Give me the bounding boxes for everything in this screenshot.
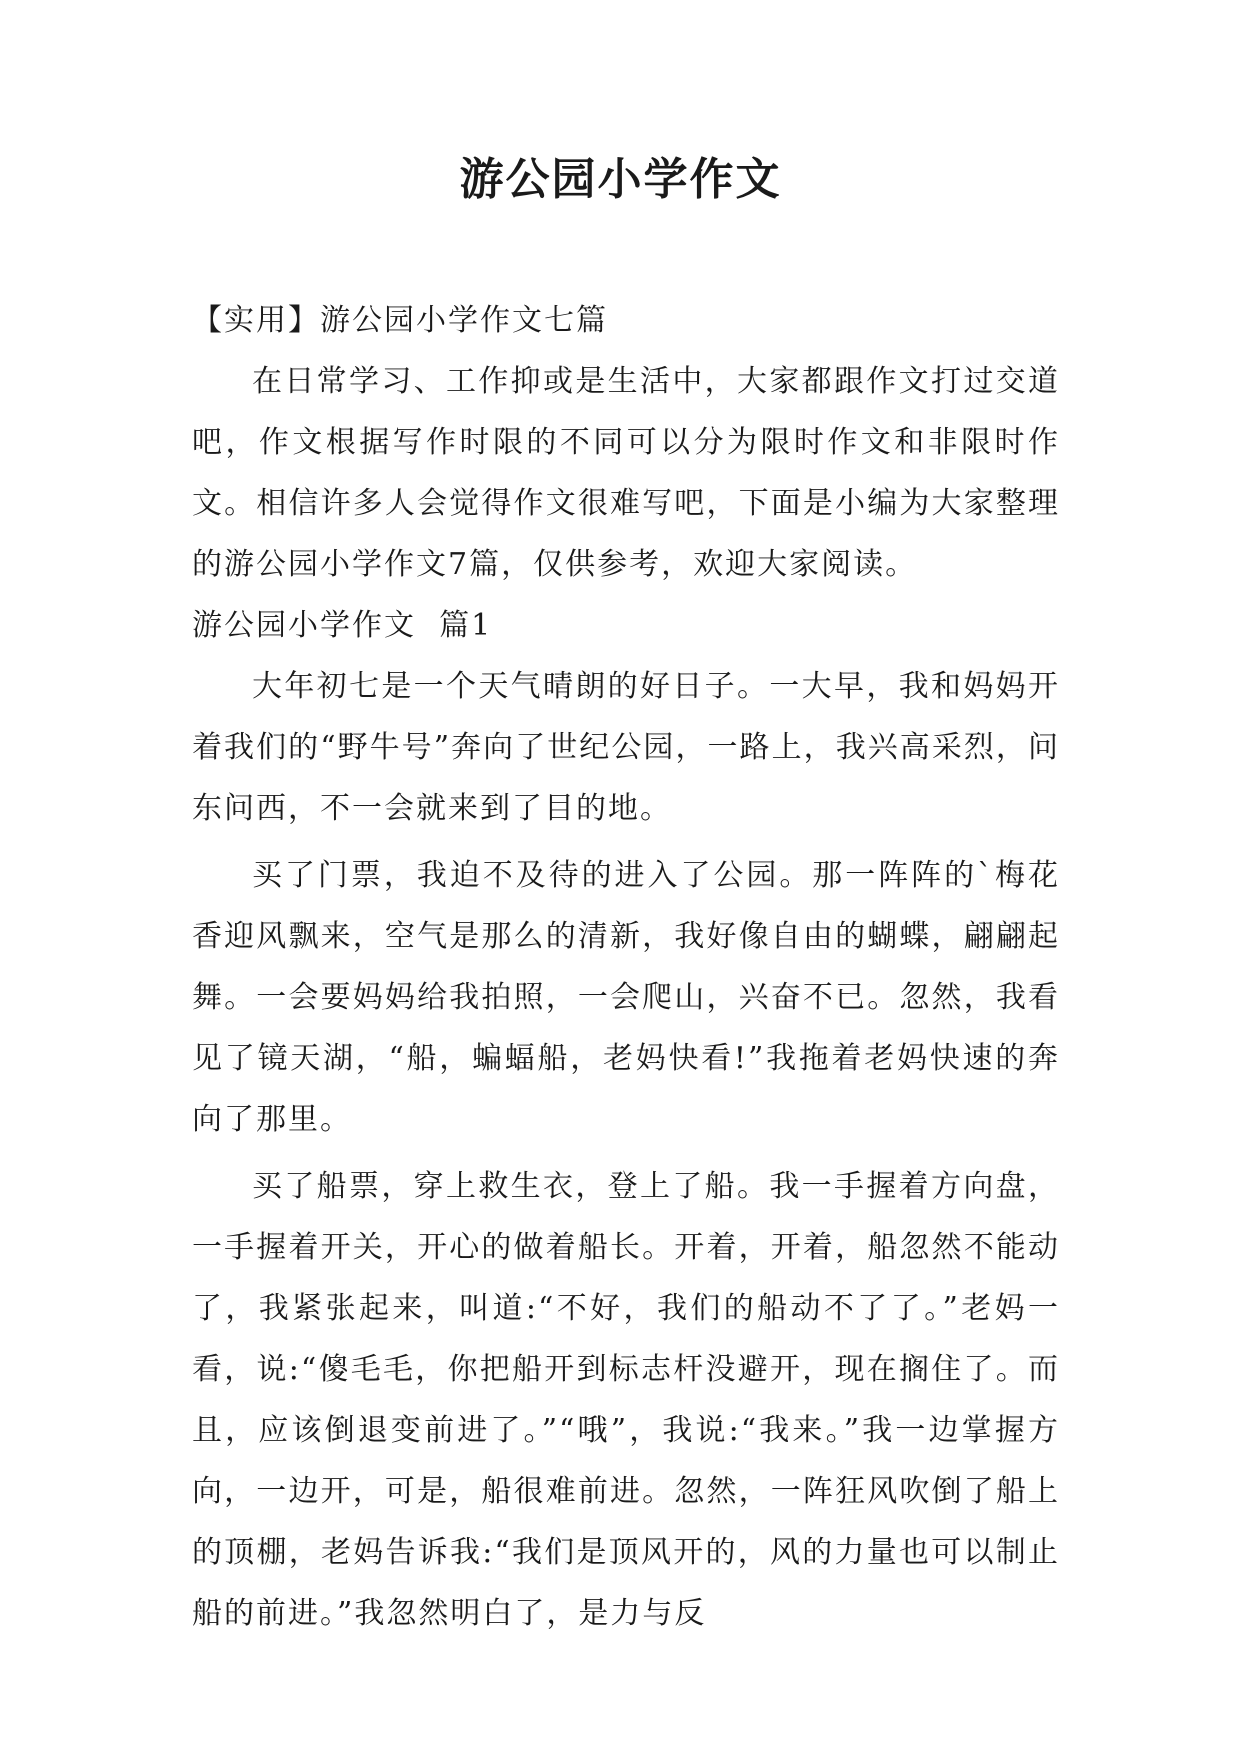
document-subtitle: 【实用】游公园小学作文七篇 (192, 303, 608, 338)
body-paragraph: 大年初七是一个天气晴朗的好日子。一大早，我和妈妈开着我们的“野牛号”奔向了世纪公园，一路上，我兴高采烈，问东问西，不一会就来到了目的地。 (192, 669, 1060, 826)
body-paragraph: 买了门票，我迫不及待的进入了公园。那一阵阵的`梅花香迎风飘来，空气是那么的清新，我好像自由的蝴蝶，翩翩起舞。一会要妈妈给我拍照，一会爬山，兴奋不已。忽然，我看见了镜天湖，“船，蝙蝠船，老妈快看!”我拖着老妈快速的奔向了那里。 (192, 858, 1060, 1137)
section-heading: 游公园小学作文 篇1 (192, 608, 493, 643)
intro-paragraph: 在日常学习、工作抑或是生活中，大家都跟作文打过交道吧，作文根据写作时限的不同可以分为限时作文和非限时作文。相信许多人会觉得作文很难写吧，下面是小编为大家整理的游公园小学作文7篇，仅供参考，欢迎大家阅读。 (192, 364, 1060, 582)
document-body (192, 290, 1060, 1644)
document-title: 游公园小学作文 (459, 154, 782, 205)
body-paragraph: 买了船票，穿上救生衣，登上了船。我一手握着方向盘，一手握着开关，开心的做着船长。开着，开着，船忽然不能动了，我紧张起来，叫道:“不好，我们的船动不了了。”老妈一看，说:“傻毛毛，你把船开到标志杆没避开，现在搁住了。而且，应该倒退变前进了。”“哦”，我说:“我来。”我一边掌握方向，一边开，可是，船很难前进。忽然，一阵狂风吹倒了船上的顶棚，老妈告诉我:“我们是顶风开的，风的力量也可以制止船的前进。”我忽然明白了，是力与反 (192, 1169, 1060, 1631)
